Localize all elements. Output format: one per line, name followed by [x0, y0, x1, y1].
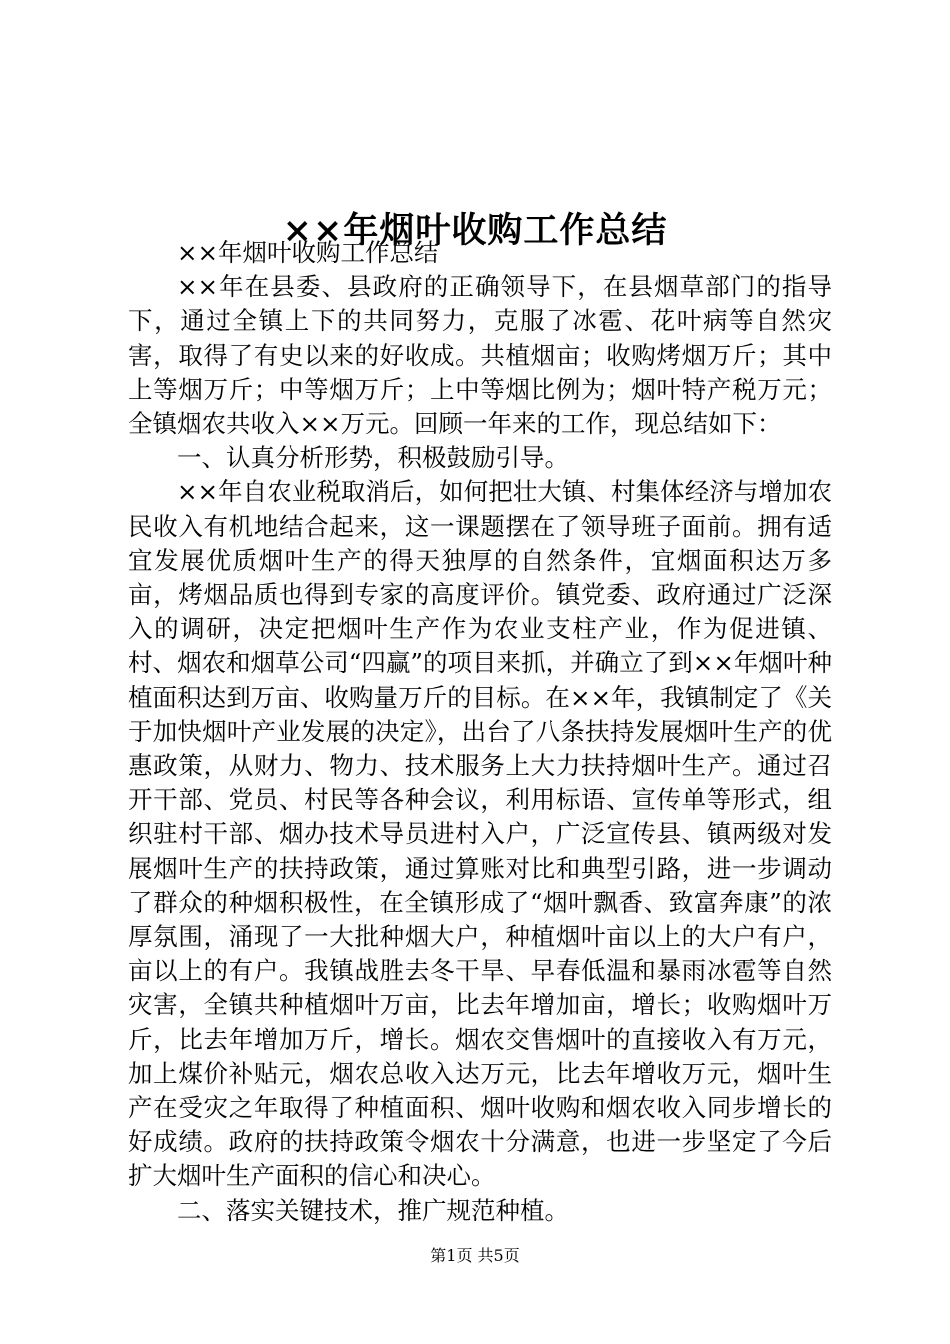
- document-title: ××年烟叶收购工作总结: [282, 210, 668, 252]
- intro-paragraph: ××年在县委、县政府的正确领导下，在县烟草部门的指导下，通过全镇上下的共同努力，克服了冰雹、花叶病等自然灾害，取得了有史以来的好收成。共植烟亩；收购烤烟万斤；其中上等烟万斤；中等烟万斤；上中等烟比例为；烟叶特产税万元；全镇烟农共收入××万元。回顾一年来的工作，现总结如下：: [128, 272, 832, 439]
- section-heading-1: 一、认真分析形势，积极鼓励引导。: [177, 443, 569, 473]
- section-heading-2: 二、落实关键技术，推广规范种植。: [177, 1195, 569, 1225]
- document-body: [128, 236, 832, 1228]
- subtitle-paragraph: ××年烟叶收购工作总结: [177, 238, 439, 267]
- page-number-footer: 第1页 共5页: [430, 1246, 520, 1265]
- section-1-paragraph: ××年自农业税取消后，如何把壮大镇、村集体经济与增加农民收入有机地结合起来，这一课题摆在了领导班子面前。拥有适宜发展优质烟叶生产的得天独厚的自然条件，宜烟面积达万多亩，烤烟品质也得到专家的高度评价。镇党委、政府通过广泛深入的调研，决定把烟叶生产作为农业支柱产业，作为促进镇、村、烟农和烟草公司“四赢”的项目来抓，并确立了到××年烟叶种植面积达到万亩、收购量万斤的目标。在××年，我镇制定了《关于加快烟叶产业发展的决定》，出台了八条扶持发展烟叶生产的优惠政策，从财力、物力、技术服务上大力扶持烟叶生产。通过召开干部、党员、村民等各种会议，利用标语、宣传单等形式，组织驻村干部、烟办技术导员进村入户，广泛宣传县、镇两级对发展烟叶生产的扶持政策，通过算账对比和典型引路，进一步调动了群众的种烟积极性，在全镇形成了“烟叶飘香、致富奔康”的浓厚氛围，涌现了一大批种烟大户，种植烟叶亩以上的大户有户，亩以上的有户。我镇战胜去冬干旱、早春低温和暴雨冰雹等自然灾害，全镇共种植烟叶万亩，比去年增加亩，增长；收购烟叶万斤，比去年增加万斤，增长。烟农交售烟叶的直接收入有万元，加上煤价补贴元，烟农总收入达万元，比去年增收万元，烟叶生产在受灾之年取得了种植面积、烟叶收购和烟农收入同步增长的好成绩。政府的扶持政策令烟农十分满意，也进一步坚定了今后扩大烟叶生产面积的信心和决心。: [128, 477, 832, 1191]
